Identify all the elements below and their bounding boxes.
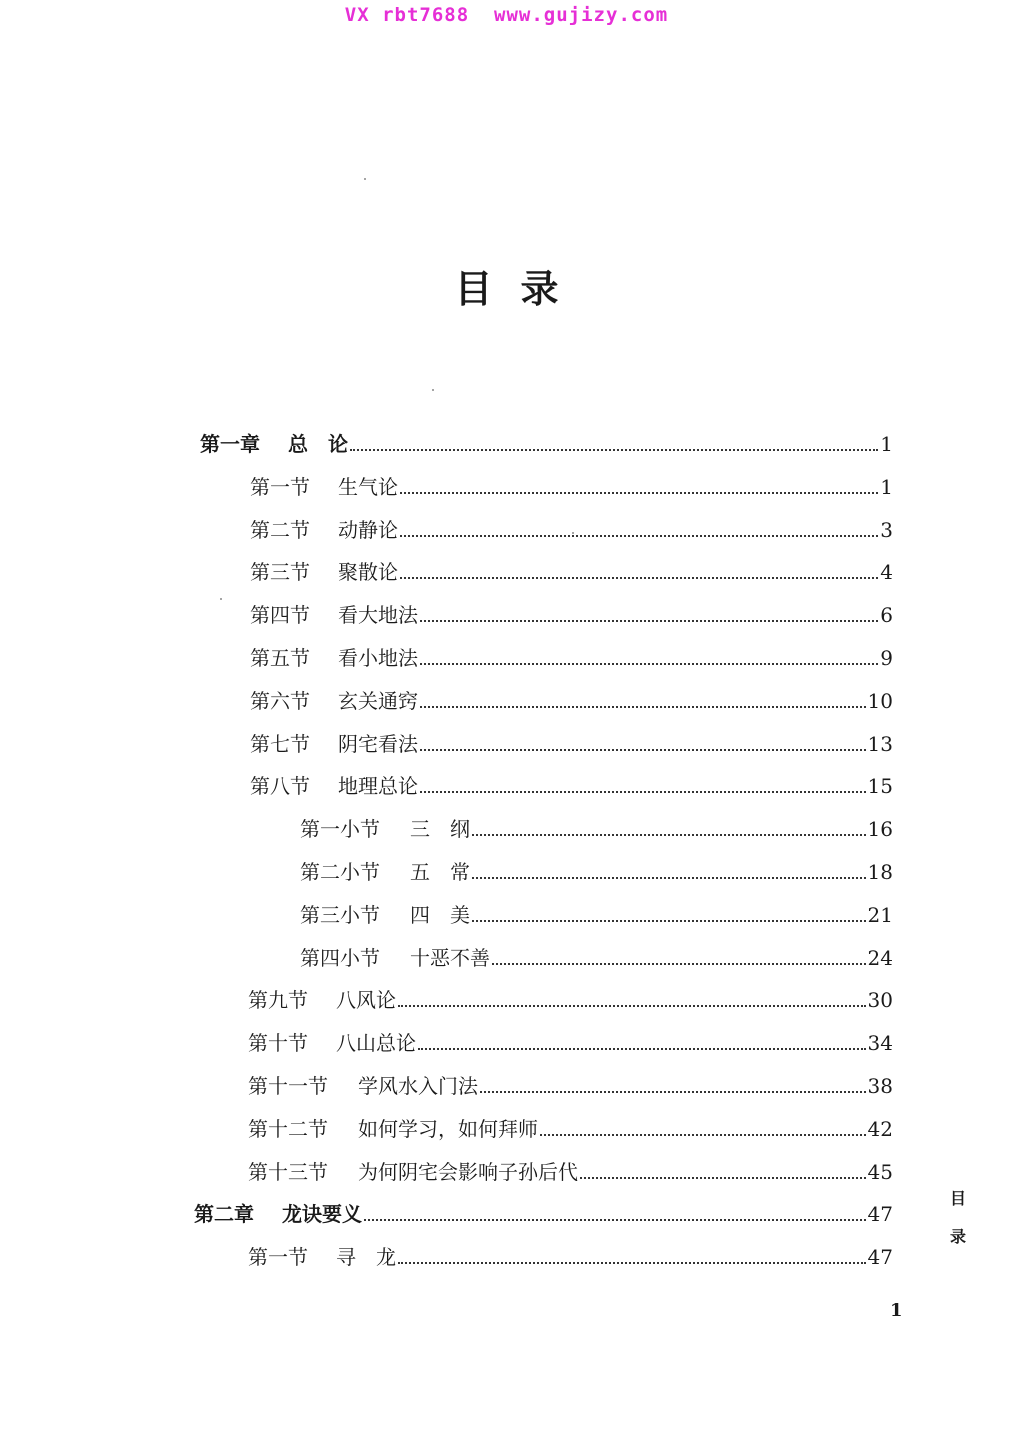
- scan-speck: [220, 598, 222, 600]
- dot-leader: [398, 1004, 866, 1007]
- toc-entry-title: 阴宅看法: [338, 732, 418, 756]
- toc-chapter-entry: [200, 414, 893, 456]
- toc-entry-page: 13: [867, 732, 893, 756]
- toc-entry-page: 30: [867, 988, 893, 1012]
- dot-leader: [540, 1133, 866, 1136]
- dot-leader: [418, 1047, 866, 1050]
- toc-entry-page: 16: [867, 817, 893, 841]
- toc-section-entry: [250, 457, 893, 499]
- toc-subsection-entry: [300, 928, 893, 970]
- dot-leader: [420, 748, 866, 751]
- toc-entry-page: 18: [867, 860, 893, 884]
- dot-leader: [400, 534, 878, 537]
- toc-entry-label: 第二章: [194, 1202, 254, 1226]
- toc-entry-title: 如何学习，如何拜师: [358, 1117, 538, 1141]
- dot-leader: [472, 919, 866, 922]
- toc-section-entry: [248, 1013, 893, 1055]
- toc-entry-title: 寻 龙: [336, 1245, 396, 1269]
- dot-leader: [364, 1218, 866, 1221]
- toc-entry-page: 21: [867, 903, 893, 927]
- toc-entry-page: 15: [867, 774, 893, 798]
- toc-entry-label: 第八节: [250, 774, 310, 798]
- toc-entry-page: 42: [867, 1117, 893, 1141]
- toc-entry-page: 1: [880, 475, 893, 499]
- toc-entry-page: 45: [867, 1160, 893, 1184]
- toc-entry-title: 四 美: [410, 903, 470, 927]
- toc-entry-page: 3: [880, 518, 893, 542]
- toc-entry-label: 第三节: [250, 560, 310, 584]
- page-title: 目录: [454, 267, 587, 311]
- toc-entry-label: 第四小节: [300, 946, 380, 970]
- toc-entry-title: 为何阴宅会影响子孙后代: [358, 1160, 578, 1184]
- toc-entry-page: 34: [867, 1031, 893, 1055]
- toc-entry-label: 第一小节: [300, 817, 380, 841]
- toc-entry-label: 第一章: [200, 432, 260, 456]
- toc-entry-label: 第十三节: [248, 1160, 328, 1184]
- toc-entry-title: 生气论: [338, 475, 398, 499]
- toc-entry-title: 总 论: [288, 432, 348, 456]
- side-running-label: [948, 1180, 968, 1256]
- toc-entry-label: 第一节: [250, 475, 310, 499]
- toc-entry-title: 八山总论: [336, 1031, 416, 1055]
- toc-entry-page: 6: [880, 603, 893, 627]
- toc-entry-page: 4: [880, 560, 893, 584]
- dot-leader: [420, 790, 866, 793]
- side-label-char: 录: [949, 1227, 966, 1246]
- toc-entry-label: 第七节: [250, 732, 310, 756]
- toc-entry-title: 看小地法: [338, 646, 418, 670]
- toc-entry-page: 1: [880, 432, 893, 456]
- toc-entry-page: 47: [867, 1202, 893, 1226]
- toc-entry-label: 第六节: [250, 689, 310, 713]
- toc-section-entry: [250, 671, 893, 713]
- scan-speck: [364, 178, 366, 180]
- toc-entry-label: 第九节: [248, 988, 308, 1012]
- toc-entry-page: 47: [867, 1245, 893, 1269]
- toc-entry-title: 五 常: [410, 860, 470, 884]
- side-label-char: 目: [949, 1189, 966, 1208]
- toc-section-entry: [248, 1099, 893, 1141]
- toc-entry-title: 十恶不善: [410, 946, 490, 970]
- toc-entry-title: 八风论: [336, 988, 396, 1012]
- toc-section-entry: [250, 628, 893, 670]
- dot-leader: [580, 1176, 866, 1179]
- toc-entry-title: 看大地法: [338, 603, 418, 627]
- dot-leader: [400, 491, 878, 494]
- toc-subsection-entry: [300, 885, 893, 927]
- toc-entry-label: 第一节: [248, 1245, 308, 1269]
- dot-leader: [350, 448, 878, 451]
- toc-entry-title: 玄关通窍: [338, 689, 418, 713]
- toc-section-entry: [250, 500, 893, 542]
- toc-entry-title: 三 纲: [410, 817, 470, 841]
- toc-section-entry: [250, 756, 893, 798]
- toc-section-entry: [248, 1142, 893, 1184]
- toc-subsection-entry: [300, 842, 893, 884]
- scan-speck: [432, 389, 434, 391]
- toc-section-entry: [250, 585, 893, 627]
- toc-entry-page: 38: [867, 1074, 893, 1098]
- dot-leader: [480, 1090, 866, 1093]
- dot-leader: [400, 576, 878, 579]
- toc-entry-label: 第四节: [250, 603, 310, 627]
- toc-entry-label: 第十一节: [248, 1074, 328, 1098]
- toc-entry-label: 第五节: [250, 646, 310, 670]
- toc-entry-label: 第三小节: [300, 903, 380, 927]
- toc-entry-label: 第二小节: [300, 860, 380, 884]
- toc-section-entry: [250, 714, 893, 756]
- dot-leader: [398, 1261, 866, 1264]
- toc-section-entry: [248, 1056, 893, 1098]
- watermark: VX rbt7688 www.gujizy.com: [344, 4, 669, 26]
- toc-entry-title: 学风水入门法: [358, 1074, 478, 1098]
- dot-leader: [472, 876, 866, 879]
- toc-section-entry: [248, 1227, 893, 1269]
- toc-entry-title: 动静论: [338, 518, 398, 542]
- dot-leader: [420, 619, 878, 622]
- scan-speck: [572, 532, 574, 534]
- toc-entry-label: 第十节: [248, 1031, 308, 1055]
- toc-entry-page: 24: [867, 946, 893, 970]
- dot-leader: [420, 662, 878, 665]
- page-number: 1: [890, 1300, 903, 1321]
- toc-entry-label: 第二节: [250, 518, 310, 542]
- toc-entry-title: 地理总论: [338, 774, 418, 798]
- dot-leader: [492, 962, 866, 965]
- toc-entry-page: 9: [880, 646, 893, 670]
- toc-section-entry: [248, 970, 893, 1012]
- dot-leader: [420, 705, 866, 708]
- dot-leader: [472, 833, 866, 836]
- toc-section-entry: [250, 542, 893, 584]
- toc-chapter-entry: [194, 1184, 893, 1226]
- toc-subsection-entry: [300, 799, 893, 841]
- toc-entry-page: 10: [867, 689, 893, 713]
- toc-entry-title: 龙诀要义: [282, 1202, 362, 1226]
- toc-entry-label: 第十二节: [248, 1117, 328, 1141]
- toc-entry-title: 聚散论: [338, 560, 398, 584]
